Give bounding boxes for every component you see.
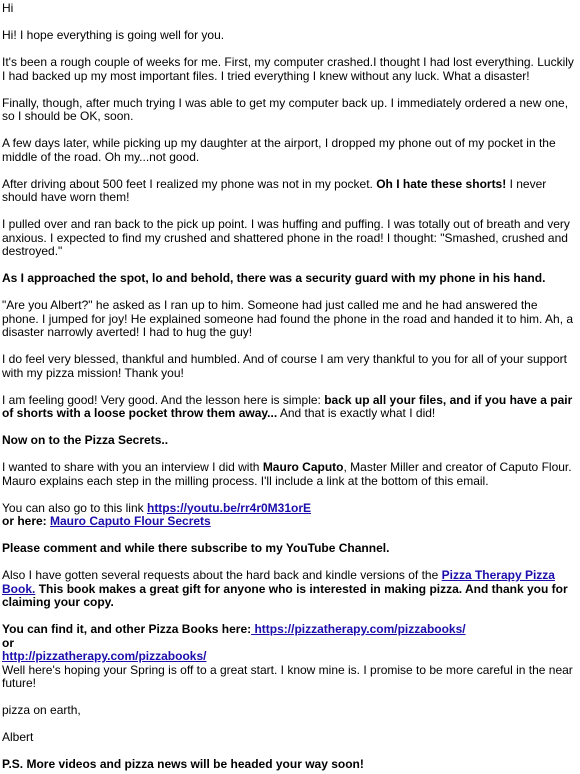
pizza-book-link[interactable]: Pizza Therapy Pizza Book. (2, 568, 555, 596)
heading-pizza-secrets (2, 434, 574, 448)
paragraph-dropped-phone: A few days later, while picking up my daughter at the airport, I dropped my phone out of my pocket in the middle of the road. Oh my...not good. (2, 136, 556, 164)
bold-text: back up all your files, and if you have a pair of shorts with a loose pocket throw them away... (2, 392, 573, 420)
text: I wanted to share with you an interview I did with (2, 460, 263, 474)
youtube-link[interactable]: https://youtu.be/rr4r0M31orE (146, 500, 312, 515)
bold-text: You can find it, and other Pizza Books here: (2, 622, 252, 636)
paragraph-interview (2, 461, 574, 488)
paragraph-subscribe (2, 542, 574, 556)
paragraph-lesson (2, 394, 574, 421)
text: You can also go to this link (2, 500, 147, 515)
paragraph-youtube-links (2, 502, 574, 529)
text: , Master Miller and creator of Caputo Flour. Mauro explains each step in the milling process. I'll include a link at the bottom of this email. (2, 460, 572, 488)
bold-text: Mauro Caputo (262, 460, 344, 474)
greeting: Hi (2, 1, 14, 15)
bold-text: P.S. More videos and pizza news will be headed your way soon! (2, 757, 364, 771)
bold-text: or here: (2, 514, 51, 528)
postscript (2, 758, 574, 772)
text: After driving about 500 feet I realized my phone was not in my pocket. (2, 176, 377, 191)
signature: Albert (2, 730, 34, 744)
paragraph-pulled-over: I pulled over and ran back to the pick up point. I was huffing and puffing. I was totally out of breath and very anxious. I expected to find my crushed and shattered phone in the road! I thought: "Smashed, crushed and destroyed." (2, 217, 570, 258)
pizza-books-link[interactable]: https://pizzatherapy.com/pizzabooks/ (251, 622, 466, 636)
text: Also I have gotten several requests about the hard back and kindle versions of the (2, 568, 442, 582)
text: And that is exactly what I did! (277, 406, 436, 420)
caputo-flour-secrets-link[interactable]: Mauro Caputo Flour Secrets (50, 514, 211, 528)
paragraph-book (2, 569, 574, 610)
paragraph-are-you-albert: "Are you Albert?" he asked as I ran up to him. Someone had just called me and he had answered the phone. I jumped for joy! He explained someone had found the phone in the road and handed it to him. Ah, a disaster narrowly averted! I had to hug the guy! (2, 298, 574, 339)
text: I never should have worn them! (2, 176, 547, 204)
paragraph-computer-back: Finally, though, after much trying I was able to get my computer back up. I immediately ordered a new one, so I should be OK, soon. (2, 95, 569, 123)
text: Well here's hoping your Spring is off to a great start. I know mine is. I promise to be more careful in the near future! (2, 662, 573, 690)
paragraph-computer-crash: It's been a rough couple of weeks for me. First, my computer crashed.I thought I had lost everything. Luckily I had backed up my most important files. I tried everything I knew without any luck. What a disaster! (2, 55, 574, 83)
paragraph-thankful: I do feel very blessed, thankful and humbled. And of course I am very thankful to you for all of your support with my pizza mission! Thank you! (2, 352, 567, 380)
pizza-books-link-2[interactable]: http://pizzatherapy.com/pizzabooks/ (2, 649, 207, 663)
or-text: or (2, 635, 14, 650)
paragraph-intro: Hi! I hope everything is going well for you. (2, 28, 225, 42)
bold-text: Oh I hate these shorts! (376, 176, 507, 191)
paragraph-find-books (2, 623, 574, 691)
bold-text: This book makes a great gift for anyone who is interested in making pizza. And thank you for claiming your copy. (2, 581, 568, 609)
bold-text: Please comment and while there subscribe to my YouTube Channel. (2, 541, 390, 555)
signoff: pizza on earth, (2, 703, 81, 717)
bold-text: As I approached the spot, lo and behold, there was a security guard with my phone in his hand. (2, 271, 546, 285)
paragraph-security-guard (2, 272, 574, 286)
text: I am feeling good! Very good. And the lesson here is simple: (2, 392, 325, 407)
paragraph-realized (2, 178, 574, 205)
bold-text: Now on to the Pizza Secrets.. (2, 433, 169, 447)
